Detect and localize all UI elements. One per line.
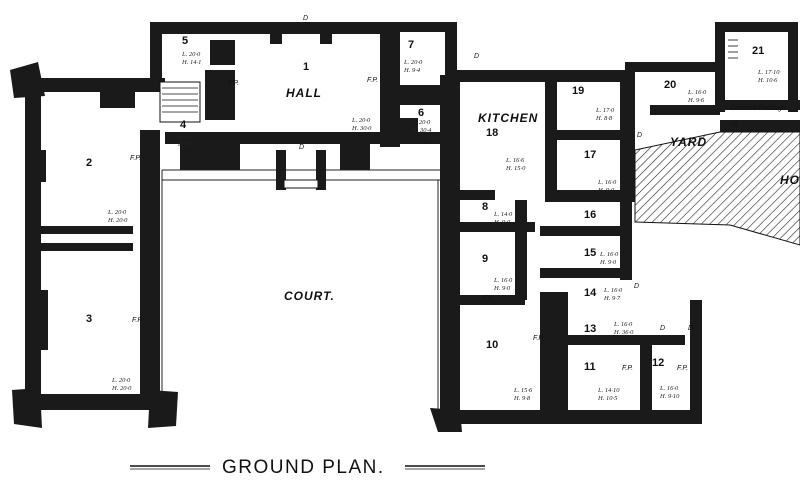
- court-label: COURT.: [284, 289, 335, 303]
- room-length: L. 17·10: [758, 69, 780, 76]
- fireplace-label: F.P.: [367, 77, 379, 84]
- door-label: D: [660, 325, 666, 332]
- room-height: H. 9·10: [660, 393, 680, 400]
- room-height: H. 15·0: [506, 165, 526, 172]
- door-label: D: [688, 325, 694, 332]
- room-number: 16: [584, 209, 597, 221]
- room-height: H. 10·6: [758, 77, 778, 84]
- door-label: D: [303, 15, 309, 22]
- room-length: L. 16·0: [494, 277, 513, 284]
- room-length: L. 20·0: [108, 209, 127, 216]
- room-length: L. 16·0: [614, 321, 633, 328]
- room-number: 14: [584, 287, 597, 299]
- room-length: L. 20·0: [404, 59, 423, 66]
- room-height: H. 9·0: [598, 187, 615, 194]
- room-length: L. 15·6: [514, 387, 533, 394]
- room-number: 7: [408, 39, 415, 51]
- room-height: H. 9·8: [514, 395, 531, 402]
- door-label: D: [634, 283, 640, 290]
- fireplace-label: F.P.: [132, 317, 144, 324]
- room-number: 8: [482, 201, 489, 213]
- room-number: 17: [584, 149, 597, 161]
- room-height: H. 14·1: [182, 59, 202, 66]
- fireplace-label: F.P.: [533, 335, 545, 342]
- room-number: 10: [486, 339, 499, 351]
- room-number: 21: [752, 45, 765, 57]
- room-number: 4: [180, 119, 187, 131]
- room-number: 1: [303, 61, 310, 73]
- title-block: [130, 457, 485, 478]
- room-height: H. 9·4: [404, 67, 421, 74]
- yard-label: YARD: [670, 135, 708, 149]
- room-height: H. 30·4: [412, 127, 432, 134]
- room-height: H. 9·0: [600, 259, 617, 266]
- room-number: 15: [584, 247, 597, 259]
- room-height: H. 20·0: [108, 217, 128, 224]
- hall-label: HALL: [286, 86, 322, 100]
- room-height: H. 9·6: [688, 97, 705, 104]
- room-length: L. 17·0: [596, 107, 615, 114]
- room-height: H. 30·0: [352, 125, 372, 132]
- room-number: 9: [482, 253, 489, 265]
- room-length: L. 16·0: [600, 251, 619, 258]
- room-height: H. 23·0: [178, 141, 198, 148]
- fireplace-label: F.P.: [130, 155, 142, 162]
- covered-passage-label: Covered Passage: [730, 105, 786, 112]
- room-number: 20: [664, 79, 677, 91]
- door-label: D: [474, 53, 480, 60]
- room-length: L. 20·0: [182, 51, 201, 58]
- fireplace-label: F.P.: [622, 365, 634, 372]
- room-height: H. 9·7: [604, 295, 621, 302]
- door-label: D: [732, 121, 738, 128]
- room-height: H. 36·0: [614, 329, 634, 336]
- room-number: 5: [182, 35, 189, 47]
- house-label: HO: [780, 173, 800, 187]
- room-length: L. 20·0: [352, 117, 371, 124]
- fireplace-label: F.P.: [228, 80, 240, 87]
- room-length: L. 14·0: [494, 211, 513, 218]
- room-number: 3: [86, 313, 93, 325]
- room-number: 12: [652, 357, 665, 369]
- door-label: D: [299, 144, 305, 151]
- room-length: L. 20·0: [178, 133, 197, 140]
- room-length: L. 16·6: [506, 157, 525, 164]
- room-length: L. 20·0: [412, 119, 431, 126]
- passage-length: L. 16·6: [420, 135, 439, 142]
- room-length: L. 16·0: [604, 287, 623, 294]
- room-number: 19: [572, 85, 585, 97]
- room-number: 13: [584, 323, 597, 335]
- room-number: 18: [486, 127, 499, 139]
- door-label: D: [637, 132, 643, 139]
- room-length: L. 16·0: [688, 89, 707, 96]
- room-length: L. 14·10: [598, 387, 620, 394]
- room-height: H. 9·0: [494, 285, 511, 292]
- room-length: L. 16·0: [598, 179, 617, 186]
- fireplace-label: F.P.: [483, 295, 495, 302]
- room-length: L. 16·0: [660, 385, 679, 392]
- room-height: H. 20·0: [112, 385, 132, 392]
- kitchen-label: KITCHEN: [478, 111, 539, 125]
- room-height: H. 9·0: [494, 219, 511, 226]
- room-height: H. 10·5: [598, 395, 618, 402]
- fireplace-label: F.P.: [677, 365, 689, 372]
- house-area: [635, 132, 800, 245]
- room-number: 6: [418, 107, 425, 119]
- room-length: L. 20·0: [112, 377, 131, 384]
- room-number: 2: [86, 157, 93, 169]
- plan-title: GROUND PLAN.: [222, 457, 385, 478]
- room-number: 11: [584, 361, 596, 373]
- room-height: H. 8·8: [596, 115, 613, 122]
